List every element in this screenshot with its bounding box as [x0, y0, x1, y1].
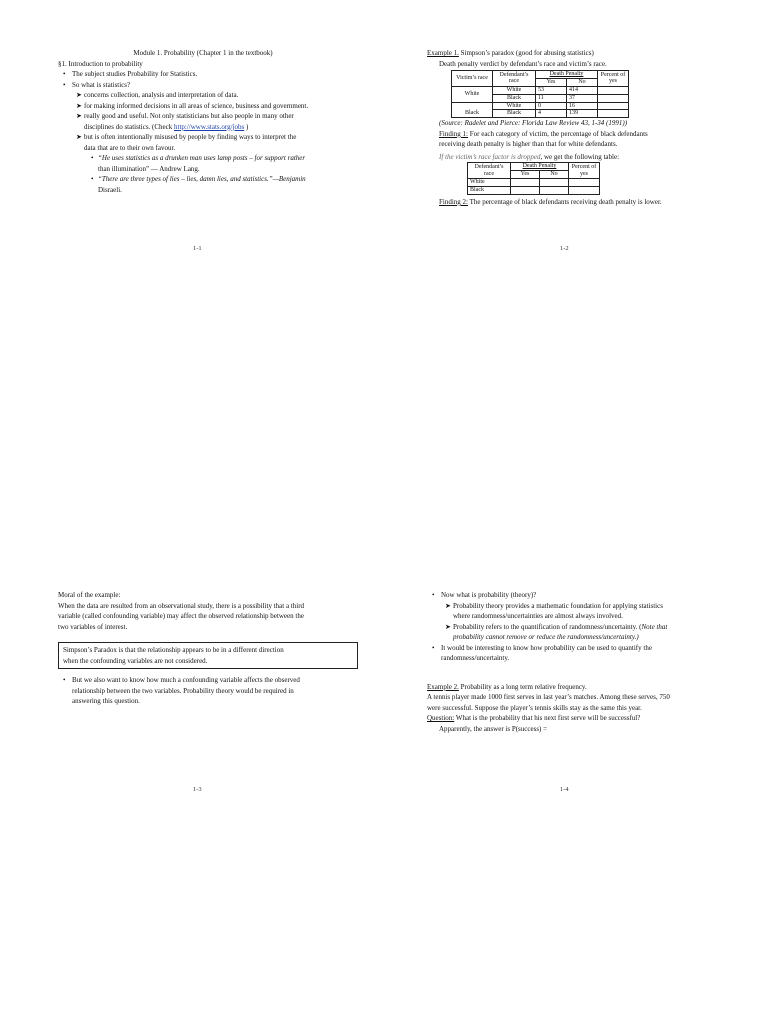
slide-1 — [58, 48, 348, 195]
header-percent-yes: Percent of yes — [569, 163, 600, 179]
slide-2 — [427, 48, 727, 207]
arrow-icon: ➤ — [445, 601, 451, 610]
bullet-subject: • The subject studies Probability for Statistics. — [58, 69, 348, 80]
arrow-item-foundation: ➤ Probability theory provides a mathematic foundation for applying statistics where randomness/uncertainties are almost always involved. — [445, 601, 663, 620]
slide-1-bullets — [58, 69, 348, 195]
header-yes: Yes — [511, 171, 540, 179]
arrow-item-useful: ➤ really good and useful. Not only statisticians but also people in many other disciplines do statistics. (Check http://www.stats.org/jobs ) — [76, 112, 294, 131]
finding-1: Finding 1: For each category of victim, the percentage of black defendants receiving death penalty is higher than that for white defendants. — [439, 129, 648, 149]
table-row: White White 53 414 — [452, 86, 629, 94]
arrow-item-misused: ➤ but is often intentionally misused by people by finding ways to interpret the data that are to their own favour. — [76, 133, 297, 152]
arrow-item-collection: ➤ concerns collection, analysis and interpretation of data. — [76, 91, 239, 99]
slide-3 — [58, 590, 358, 707]
table-row: Black — [468, 187, 600, 195]
stats-jobs-link[interactable]: http://www.stats.org/jobs — [174, 122, 245, 131]
header-no: No — [540, 171, 569, 179]
table-row: White — [468, 179, 600, 187]
table-row: Black 11 37 — [452, 94, 629, 102]
slide-4 — [427, 590, 727, 734]
example-2-heading: Example 2. Probability as a long term relative frequency. — [427, 682, 587, 691]
question: Question: What is the probability that his next first serve will be successful? — [427, 714, 641, 722]
arrow-item-decisions: ➤ for making informed decisions in all areas of science, business and government. — [76, 101, 309, 110]
section-heading: §1. Introduction to probability — [58, 59, 143, 68]
death-penalty-table — [451, 70, 629, 118]
example-2-text: A tennis player made 1000 first serves in last year’s matches. Among these serves, 750 were successful. Suppose the player’s tennis skills stay as the same this year. — [427, 693, 670, 712]
page-number-1-3: 1-3 — [193, 786, 202, 793]
slide-1-title: Module 1. Probability (Chapter 1 in the textbook) — [133, 49, 273, 57]
quote-disraeli: • “There are three types of lies – lies, damn lies, and statistics.”—Benjamin Disraeli. — [58, 174, 348, 195]
slide-4-bullets — [427, 590, 727, 664]
page-number-1-1: 1-1 — [193, 245, 202, 252]
arrow-icon: ➤ — [76, 101, 82, 110]
arrow-icon: ➤ — [76, 91, 82, 99]
source-citation: (Source: Radelet and Pierce: Florida Law Review 43, 1-34 (1991)) — [439, 119, 628, 128]
quote-lang: • “He uses statistics as a drunken man uses lamp posts – for support rather than illumination” — Andrew Lang. — [58, 153, 348, 174]
page-number-1-2: 1-2 — [560, 245, 569, 252]
page-number-1-4: 1-4 — [560, 786, 569, 793]
arrow-item-quantification: ➤ Probability refers to the quantification of randomness/uncertainty. (Note that probability cannot remove or reduce the randomness/uncertainty.) — [445, 622, 668, 641]
bullet-confounding: • But we also want to know how much a confounding variable affects the observed relationship between the two variables. Probability theory would be required in answering this question. — [58, 675, 358, 707]
arrow-icon: ➤ — [76, 133, 82, 141]
finding-2: Finding 2: The percentage of black defendants receiving death penalty is lower. — [439, 197, 662, 206]
header-defendant-race: Defendant’s race — [468, 163, 511, 179]
table-row: Black 4 139 — [452, 110, 629, 118]
arrow-icon: ➤ — [445, 622, 451, 631]
header-no: No — [567, 78, 598, 86]
header-death-penalty: Death Penalty — [511, 163, 569, 171]
moral-paragraph: When the data are resulted from an observational study, there is a possibility that a third variable (called confounding variable) may affect the observed relationship between the two variables of interest. — [58, 601, 305, 631]
bullet-interesting: • It would be interesting to know how probability can be used to quantify the randomness/uncertainty. — [427, 643, 727, 664]
header-victim-race: Victim’s race — [452, 71, 493, 87]
table-row: Black White 0 16 — [452, 102, 629, 110]
race-dropped-sentence: If the victim’s race factor is dropped, we get the following table: — [439, 152, 620, 161]
victim-white: White — [452, 86, 493, 102]
example-1-heading: Example 1. Simpson’s paradox (good for abusing statistics) — [427, 49, 594, 57]
aggregated-table — [467, 162, 600, 195]
header-defendant-race: Defendant’s race — [493, 71, 536, 87]
header-percent-yes: Percent of yes — [598, 71, 629, 87]
simpsons-paradox-box: Simpson’s Paradox is that the relationship appears to be in a different direction when the confounding variables are not considered. — [58, 642, 358, 669]
header-yes: Yes — [536, 78, 567, 86]
example-1-subtitle: Death penalty verdict by defendant’s race and victim’s race. — [439, 59, 607, 68]
arrow-icon: ➤ — [76, 112, 82, 120]
slide-3-bullets — [58, 675, 358, 707]
header-death-penalty: Death Penalty — [536, 71, 598, 79]
bullet-what-is-statistics: • So what is statistics? — [58, 80, 348, 91]
answer-line: Apparently, the answer is P(success) = — [439, 724, 548, 733]
moral-heading: Moral of the example: — [58, 591, 121, 599]
bullet-what-is-probability: • Now what is probability (theory)? — [427, 590, 727, 601]
victim-black: Black — [452, 102, 493, 118]
